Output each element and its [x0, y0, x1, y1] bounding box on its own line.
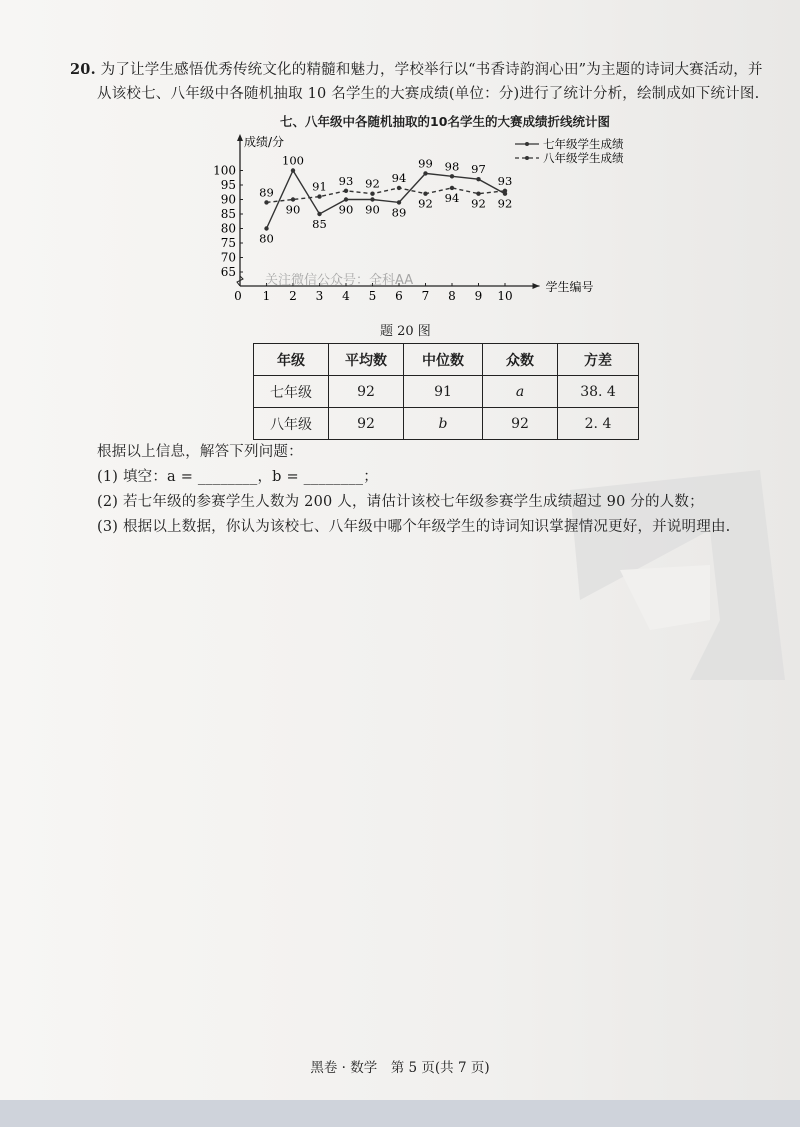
- data-label: 93: [497, 173, 513, 188]
- data-point: [397, 200, 401, 204]
- x-tick-label: 10: [497, 289, 513, 303]
- data-label: 99: [418, 156, 433, 171]
- data-label: 94: [391, 170, 407, 185]
- question-line-2: 从该校七、八年级中各随机抽取 10 名学生的大赛成绩(单位：分)进行了统计分析，绘制成如下统计图.: [97, 86, 760, 102]
- data-point: [291, 168, 295, 172]
- legend-marker: [525, 156, 529, 160]
- table-row: [254, 408, 639, 440]
- table-cell: 92: [329, 408, 404, 440]
- table-cell: 92: [483, 408, 558, 440]
- table-cell: a: [483, 376, 558, 408]
- legend-label: 七年级学生成绩: [543, 137, 624, 151]
- part-2: (2) 若七年级的参赛学生人数为 200 人，请估计该校七年级参赛学生成绩超过 90 分的人数；: [97, 494, 704, 510]
- x-axis-label: 学生编号: [545, 280, 594, 294]
- data-point: [450, 186, 454, 190]
- y-axis-arrow: [237, 134, 243, 141]
- y-tick-label: 80: [220, 221, 236, 236]
- table-header-cell: 平均数: [329, 344, 404, 376]
- data-point: [317, 212, 321, 216]
- line-chart: [210, 112, 680, 347]
- data-label: 97: [471, 162, 486, 177]
- y-tick-label: 70: [220, 250, 236, 265]
- data-point: [450, 174, 454, 178]
- data-point: [423, 192, 427, 196]
- data-label: 90: [285, 202, 301, 217]
- x-tick-label: 3: [315, 289, 324, 303]
- y-tick-label: 85: [220, 207, 236, 221]
- data-point: [264, 200, 268, 204]
- table-cell: 92: [329, 376, 404, 408]
- page-footer: 黑卷 · 数学 第 5 页(共 7 页): [310, 1060, 490, 1076]
- y-tick-label: 100: [213, 163, 236, 178]
- data-label: 94: [444, 190, 460, 205]
- x-tick-label: 5: [368, 289, 377, 303]
- data-label: 92: [471, 196, 486, 211]
- table-header-row: [254, 344, 639, 376]
- table-cell: 七年级: [254, 376, 329, 408]
- series-line-1: [267, 171, 506, 229]
- data-point: [370, 197, 374, 201]
- data-point: [476, 192, 480, 196]
- data-label: 92: [418, 196, 433, 211]
- data-point: [344, 197, 348, 201]
- y-axis-label: 成绩/分: [244, 135, 285, 149]
- x-tick-label: 6: [395, 289, 403, 303]
- x-tick-label: 9: [474, 289, 483, 303]
- chart-svg: [210, 134, 680, 344]
- table-header-cell: 年级: [254, 344, 329, 376]
- data-point: [264, 226, 268, 230]
- table-row: [254, 376, 639, 408]
- data-label: 92: [497, 196, 513, 211]
- data-label: 89: [259, 185, 274, 200]
- instructions: 根据以上信息，解答下列问题：: [97, 444, 303, 460]
- y-tick-label: 90: [220, 192, 236, 207]
- data-label: 85: [312, 217, 327, 231]
- data-point: [291, 197, 295, 201]
- part-3: (3) 根据以上数据，你认为该校七、八年级中哪个年级学生的诗词知识掌握情况更好，并说明理由.: [97, 519, 731, 535]
- bottom-strip: [0, 1100, 800, 1127]
- data-label: 90: [365, 202, 380, 217]
- table-header-cell: 众数: [483, 344, 558, 376]
- data-label: 89: [391, 205, 407, 220]
- x-tick-label: 8: [448, 289, 456, 303]
- legend-marker: [525, 142, 529, 146]
- table-cell: 2. 4: [558, 408, 639, 440]
- table-cell: 八年级: [254, 408, 329, 440]
- figure-caption: 题 20 图: [380, 324, 431, 339]
- data-point: [423, 171, 427, 175]
- table-cell: b: [404, 408, 483, 440]
- y-tick-label: 95: [220, 178, 236, 192]
- data-point: [503, 189, 507, 193]
- data-point: [344, 189, 348, 193]
- question-number: 20.: [70, 61, 96, 78]
- legend-label: 八年级学生成绩: [543, 151, 624, 165]
- statistics-table: [253, 343, 639, 440]
- question-text-1: 为了让学生感悟优秀传统文化的精髓和魅力，学校举行以“书香诗韵润心田”为主题的诗词大赛活动，并: [100, 62, 763, 78]
- chart-title: 七、八年级中各随机抽取的10名学生的大赛成绩折线统计图: [280, 114, 610, 129]
- data-point: [370, 192, 374, 196]
- part-1: (1) 填空：a = ________，b = ________；: [97, 469, 378, 485]
- data-label: 80: [259, 231, 274, 246]
- table-cell: 91: [404, 376, 483, 408]
- table-header-cell: 方差: [558, 344, 639, 376]
- data-point: [476, 177, 480, 181]
- y-tick-label: 75: [220, 236, 236, 250]
- data-point: [317, 194, 321, 198]
- data-label: 93: [338, 173, 354, 188]
- x-tick-label: 1: [262, 289, 271, 303]
- series-line-2: [267, 188, 506, 203]
- data-label: 90: [338, 202, 354, 217]
- data-label: 98: [444, 159, 460, 174]
- question-line-1: [70, 58, 763, 79]
- data-label: 91: [312, 179, 327, 194]
- x-axis-arrow: [533, 283, 540, 289]
- watermark-text: 关注微信公众号：全科AA: [265, 273, 414, 288]
- x-tick-label: 4: [342, 289, 350, 303]
- data-label: 92: [365, 176, 380, 191]
- table-header-cell: 中位数: [404, 344, 483, 376]
- x-tick-label: 7: [421, 289, 430, 303]
- y-tick-label: 65: [220, 265, 236, 279]
- table-cell: 38. 4: [558, 376, 639, 408]
- data-point: [397, 186, 401, 190]
- x-tick-label: 0: [234, 289, 242, 303]
- x-tick-label: 2: [289, 289, 297, 303]
- data-label: 100: [282, 153, 304, 168]
